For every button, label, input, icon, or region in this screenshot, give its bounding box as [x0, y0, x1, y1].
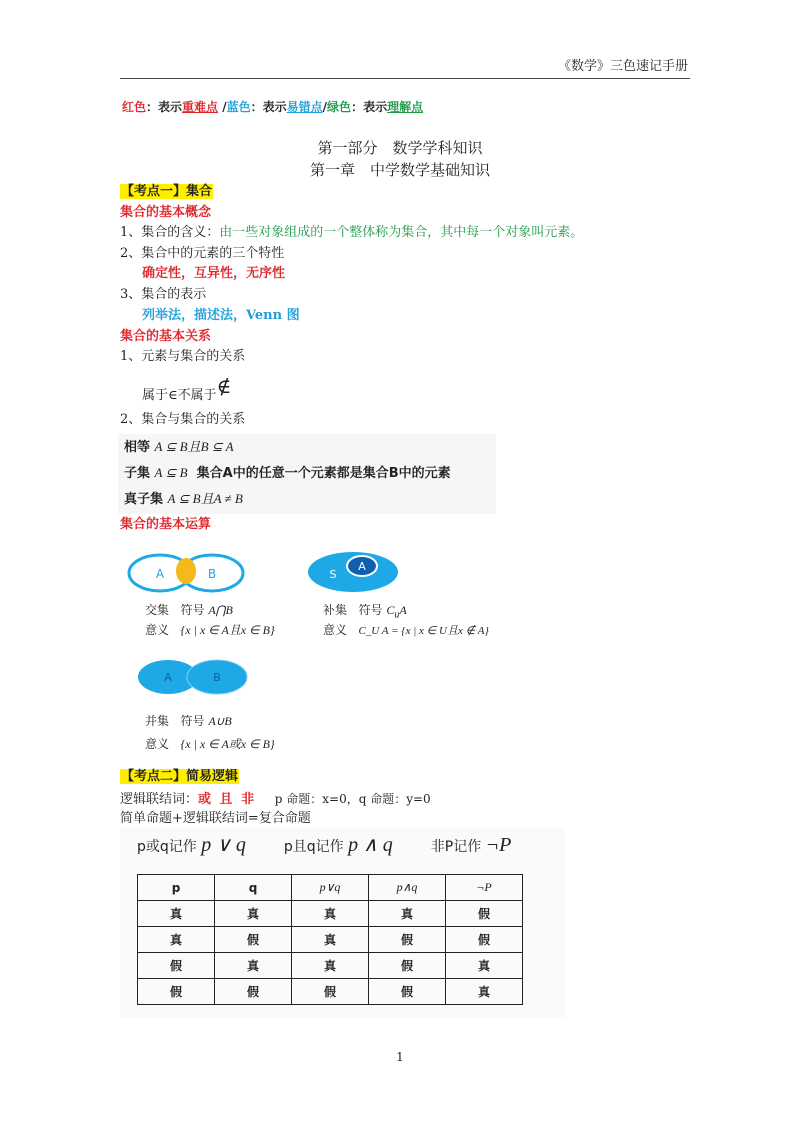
- logic-notation: [137, 834, 511, 858]
- equal-label: 相等: [124, 440, 151, 455]
- cell: 真: [138, 901, 215, 927]
- cell: 假: [138, 979, 215, 1005]
- venn-b: B: [207, 567, 217, 581]
- rel1-label: 属于∈不属于: [142, 388, 217, 403]
- connectives: 或 且 非: [198, 792, 255, 807]
- expr: A∪B: [208, 714, 232, 728]
- venn-a: A: [155, 567, 165, 581]
- header-rule: [120, 78, 690, 79]
- subset-label: 子集: [124, 466, 151, 481]
- item1-text: 由一些对象组成的一个整体称为集合，其中每一个对象叫元素。: [219, 225, 584, 240]
- cell: 真: [292, 953, 369, 979]
- label: 符号: [358, 603, 383, 617]
- rel2: 2、集合与集合的关系: [120, 412, 246, 427]
- label: 交集: [145, 603, 170, 617]
- legend-sep: ：表示: [351, 100, 388, 114]
- expr: A⋂B: [208, 603, 233, 617]
- intersection-venn: [125, 550, 250, 598]
- intersection-symbol: [145, 601, 233, 619]
- cell: 假: [215, 979, 292, 1005]
- cell: 假: [369, 927, 446, 953]
- and-label: p且q记作: [283, 839, 344, 855]
- complement-meaning: [323, 621, 489, 640]
- cell: 假: [369, 953, 446, 979]
- legend-sep: ：表示: [146, 100, 183, 114]
- cell: 真: [215, 901, 292, 927]
- cell: 假: [138, 953, 215, 979]
- venn-s: S: [329, 568, 337, 581]
- header-cell: p∧q: [369, 875, 446, 901]
- concept-heading: 集合的基本概念: [120, 205, 212, 220]
- legend-red: 红色: [122, 100, 147, 114]
- union-symbol: [145, 712, 232, 730]
- header-cell: p∨q: [292, 875, 369, 901]
- rel1-text: [142, 374, 232, 405]
- cell: 假: [446, 927, 523, 953]
- expr-sub: u: [394, 609, 400, 621]
- cell: 真: [292, 927, 369, 953]
- header-cell: ¬P: [446, 875, 523, 901]
- compound-line: 简单命题+逻辑联结词=复合命题: [120, 811, 311, 826]
- legend-slash: /: [322, 100, 328, 114]
- proper-label: 真子集: [124, 492, 164, 507]
- truth-table: [137, 874, 523, 1005]
- table-row: [138, 901, 523, 927]
- propositions: p 命题：x=0，q 命题：y=0: [274, 792, 431, 806]
- subset-desc: 集合A中的任意一个元素都是集合B中的元素: [196, 466, 451, 481]
- expr: C_U A = {x | x ∈ U且x ∉ A}: [358, 625, 489, 637]
- cell: 假: [215, 927, 292, 953]
- venn-b: B: [213, 671, 221, 684]
- expr: {x | x ∈ A且x ∈ B}: [180, 623, 275, 637]
- subset-expr: A ⊆ B: [154, 465, 188, 480]
- table-header-row: [138, 875, 523, 901]
- part-title: 第一部分 数学学科知识: [317, 139, 483, 157]
- label: 符号: [180, 714, 205, 728]
- label: 意义: [145, 623, 170, 637]
- cell: 真: [292, 901, 369, 927]
- expr: A: [399, 603, 407, 617]
- point1-title: 【考点一】集合: [121, 184, 213, 199]
- equal-expr: A ⊆ B且B ⊆ A: [154, 439, 234, 454]
- table-row: [138, 953, 523, 979]
- page-number: 1: [396, 1050, 404, 1064]
- cell: 真: [369, 901, 446, 927]
- item1-prefix: 1、集合的含义：: [120, 225, 220, 240]
- table-row: [138, 979, 523, 1005]
- item3-text: 列举法，描述法，Venn 图: [142, 308, 300, 323]
- equal-row: [124, 438, 234, 457]
- label: 补集: [323, 603, 348, 617]
- legend-green-text: 理解点: [387, 100, 424, 114]
- connectives-label: 逻辑联结词：: [120, 792, 199, 807]
- item1: [120, 224, 583, 242]
- legend-red-text: 重难点: [182, 100, 219, 114]
- and-expr: p ∧ q: [348, 834, 393, 856]
- header-cell: q: [215, 875, 292, 901]
- proper-row: [124, 490, 243, 509]
- legend-blue-text: 易错点: [286, 100, 323, 114]
- cell: 真: [446, 979, 523, 1005]
- not-expr: ¬P: [485, 834, 512, 856]
- not-label: 非P记作: [430, 839, 482, 855]
- subset-row: [124, 464, 451, 483]
- not-in-symbol: ∉: [216, 374, 232, 398]
- or-expr: p ∨ q: [201, 834, 246, 856]
- item2: 2、集合中的元素的三个特性: [120, 246, 285, 261]
- cell: 真: [215, 953, 292, 979]
- header-cell: p: [138, 875, 215, 901]
- union-venn: [135, 657, 250, 697]
- item2-text: 确定性，互异性，无序性: [142, 266, 286, 281]
- connectives-line: [120, 790, 431, 809]
- complement-venn: [305, 549, 405, 595]
- label: 符号: [180, 603, 205, 617]
- proper-expr: A ⊆ B且A ≠ B: [167, 491, 243, 506]
- label: 意义: [323, 623, 348, 637]
- legend-sep: ：表示: [250, 100, 287, 114]
- chapter-title: 第一章 中学数学基础知识: [309, 161, 490, 179]
- ops-heading: 集合的基本运算: [120, 517, 212, 532]
- cell: 真: [138, 927, 215, 953]
- relation-heading: 集合的基本关系: [120, 329, 212, 344]
- cell: 假: [292, 979, 369, 1005]
- cell: 假: [446, 901, 523, 927]
- item3: 3、集合的表示: [120, 287, 207, 302]
- table-row: [138, 927, 523, 953]
- rel1: 1、元素与集合的关系: [120, 349, 246, 364]
- union-meaning: [145, 735, 275, 753]
- page-header: 《数学》三色速记手册: [557, 59, 688, 74]
- legend-green: 绿色: [327, 100, 352, 114]
- legend-blue: 蓝色: [226, 100, 251, 114]
- label: 并集: [145, 714, 170, 728]
- venn-a: A: [164, 671, 172, 684]
- cell: 假: [369, 979, 446, 1005]
- legend-slash: /: [218, 100, 227, 114]
- cell: 真: [446, 953, 523, 979]
- or-label: p或q记作: [137, 839, 197, 855]
- expr: {x | x ∈ A或x ∈ B}: [180, 737, 275, 751]
- intersection-meaning: [145, 621, 275, 639]
- venn-a: A: [358, 560, 366, 573]
- color-legend: [122, 98, 423, 116]
- point2-title: 【考点二】简易逻辑: [121, 769, 239, 784]
- expr: C: [386, 603, 395, 617]
- label: 意义: [145, 737, 170, 751]
